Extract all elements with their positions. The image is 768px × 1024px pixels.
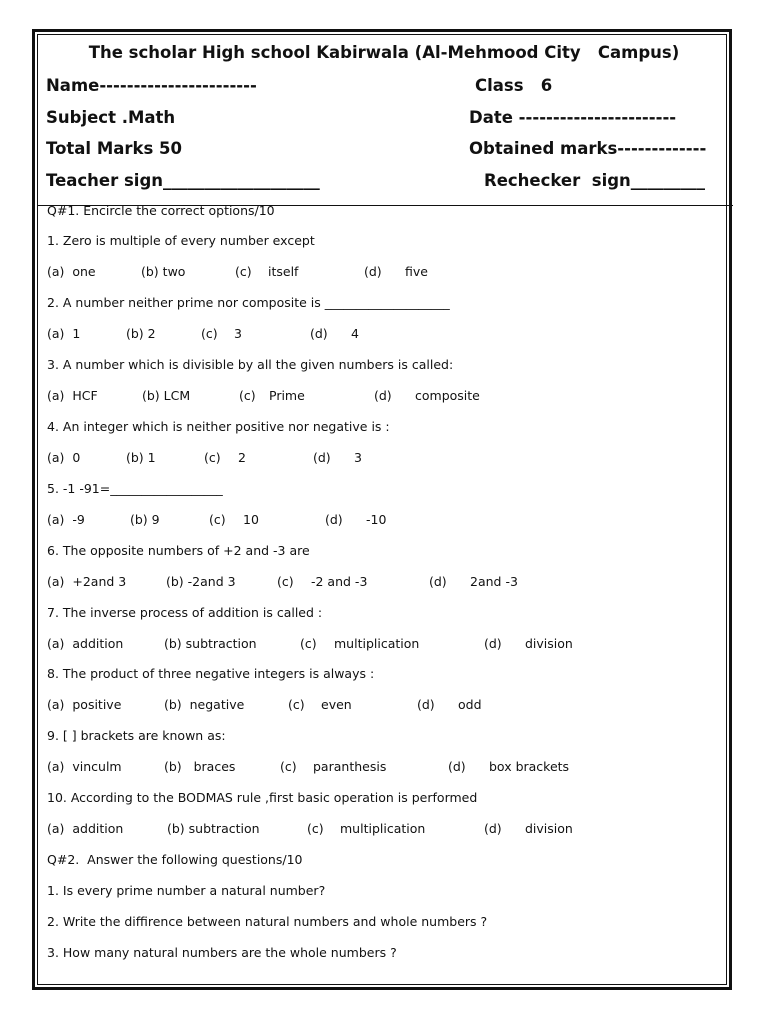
option-a: (a) one xyxy=(47,264,96,279)
section1-heading: Q#1. Encircle the correct options/10 xyxy=(47,203,275,218)
rechecker-sign-field: Rechecker sign_________ xyxy=(484,171,706,190)
option-b: (b) braces xyxy=(164,759,236,774)
option-label: (c) xyxy=(277,574,294,589)
option-text: even xyxy=(321,697,352,712)
option-label: (c) xyxy=(201,326,218,341)
option-text: itself xyxy=(268,264,299,279)
option-a: (a) 1 xyxy=(47,326,81,341)
option-a: (a) 0 xyxy=(47,450,81,465)
option-text: odd xyxy=(458,697,482,712)
short-question: 2. Write the diffirence between natural numbers and whole numbers ? xyxy=(47,914,488,929)
option-text: paranthesis xyxy=(313,759,387,774)
option-label: (c) xyxy=(307,821,324,836)
option-text: multiplication xyxy=(334,636,420,651)
option-text: division xyxy=(525,821,573,836)
option-b: (b) subtraction xyxy=(164,636,257,651)
option-text: 3 xyxy=(354,450,362,465)
option-a: (a) -9 xyxy=(47,512,85,527)
mcq-question: 4. An integer which is neither positive nor negative is : xyxy=(47,419,390,434)
option-label: (c) xyxy=(235,264,252,279)
school-title: The scholar High school Kabirwala (Al-Mehmood City Campus) xyxy=(88,43,680,62)
option-label: (d) xyxy=(364,264,382,279)
subject-field: Subject .Math xyxy=(46,108,176,127)
option-text: -2 and -3 xyxy=(311,574,368,589)
option-b: (b) LCM xyxy=(142,388,191,403)
mcq-question: 2. A number neither prime nor composite is ____________________ xyxy=(47,295,450,310)
option-text: 4 xyxy=(351,326,359,341)
option-a: (a) vinculm xyxy=(47,759,122,774)
option-label: (d) xyxy=(484,821,502,836)
option-b: (b) -2and 3 xyxy=(166,574,236,589)
option-text: 10 xyxy=(243,512,259,527)
option-text: multiplication xyxy=(340,821,426,836)
option-b: (b) subtraction xyxy=(167,821,260,836)
date-field: Date ----------------------- xyxy=(469,108,677,127)
option-text: Prime xyxy=(269,388,305,403)
mcq-question: 1. Zero is multiple of every number except xyxy=(47,233,315,248)
option-text: five xyxy=(405,264,428,279)
option-text: 3 xyxy=(234,326,242,341)
option-label: (c) xyxy=(280,759,297,774)
option-label: (d) xyxy=(325,512,343,527)
option-text: box brackets xyxy=(489,759,570,774)
class-field: Class 6 xyxy=(475,76,553,95)
option-label: (d) xyxy=(417,697,435,712)
option-text: composite xyxy=(415,388,480,403)
option-label: (d) xyxy=(313,450,331,465)
mcq-question: 6. The opposite numbers of +2 and -3 are xyxy=(47,543,310,558)
option-label: (d) xyxy=(310,326,328,341)
option-b: (b) 2 xyxy=(126,326,156,341)
option-label: (c) xyxy=(204,450,221,465)
short-question: 1. Is every prime number a natural number? xyxy=(47,883,326,898)
option-text: division xyxy=(525,636,573,651)
section2-heading: Q#2. Answer the following questions/10 xyxy=(47,852,303,867)
mcq-question: 8. The product of three negative integers is always : xyxy=(47,666,375,681)
option-label: (c) xyxy=(300,636,317,651)
mcq-question: 7. The inverse process of addition is called : xyxy=(47,605,323,620)
option-a: (a) +2and 3 xyxy=(47,574,127,589)
total-marks-field: Total Marks 50 xyxy=(46,139,183,158)
option-text: 2and -3 xyxy=(470,574,518,589)
option-a: (a) addition xyxy=(47,821,124,836)
name-field: Name----------------------- xyxy=(46,76,257,95)
obtained-marks-field: Obtained marks------------- xyxy=(469,139,707,158)
option-a: (a) positive xyxy=(47,697,122,712)
option-label: (d) xyxy=(448,759,466,774)
option-label: (d) xyxy=(374,388,392,403)
option-text: -10 xyxy=(366,512,387,527)
option-label: (c) xyxy=(239,388,256,403)
option-a: (a) HCF xyxy=(47,388,98,403)
option-label: (d) xyxy=(429,574,447,589)
option-b: (b) negative xyxy=(164,697,245,712)
option-b: (b) 9 xyxy=(130,512,160,527)
mcq-question: 10. According to the BODMAS rule ,first basic operation is performed xyxy=(47,790,478,805)
teacher-sign-field: Teacher sign___________________ xyxy=(46,171,320,190)
option-label: (c) xyxy=(288,697,305,712)
option-text: 2 xyxy=(238,450,246,465)
option-b: (b) two xyxy=(141,264,186,279)
option-label: (c) xyxy=(209,512,226,527)
mcq-question: 3. A number which is divisible by all the given numbers is called: xyxy=(47,357,454,372)
option-b: (b) 1 xyxy=(126,450,156,465)
mcq-question: 9. [ ] brackets are known as: xyxy=(47,728,226,743)
option-label: (d) xyxy=(484,636,502,651)
option-a: (a) addition xyxy=(47,636,124,651)
mcq-question: 5. -1 -91=__________________ xyxy=(47,481,223,496)
short-question: 3. How many natural numbers are the whole numbers ? xyxy=(47,945,397,960)
